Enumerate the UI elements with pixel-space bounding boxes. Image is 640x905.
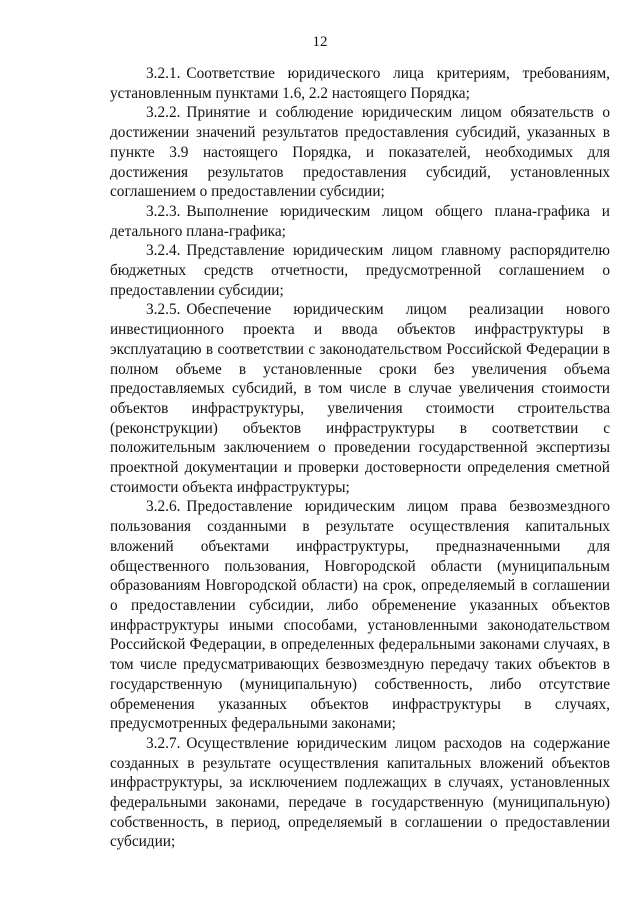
paragraph-text: Осуществление юридическим лицом расходов на содержание созданных в результате осуществления капитальных вложений объектов инфраструктуры, за исключением подлежащих в случаях, установленных федеральными законами, передаче в государственную (муниципальную) собственность, в период, определяемый в соглашении о предоставлении субсидии; bbox=[110, 734, 610, 851]
paragraph-3-2-3 bbox=[110, 202, 610, 241]
paragraph-number: 3.2.3. bbox=[146, 202, 181, 220]
paragraph-text: Принятие и соблюдение юридическим лицом обязательств о достижении значений результатов предоставления субсидий, указанных в пункте 3.9 настоящего Порядка, и показателей, необходимых для достижения результатов предоставления субсидий, установленных соглашением о предоставлении субсидии; bbox=[110, 104, 610, 201]
paragraph-3-2-5 bbox=[110, 300, 610, 497]
paragraph-3-2-6 bbox=[110, 497, 610, 733]
paragraph-text: Соответствие юридического лица критериям, требованиям, установленным пунктами 1.6, 2.2 настоящего Порядка; bbox=[110, 65, 610, 102]
paragraph-number: 3.2.2. bbox=[146, 104, 181, 122]
paragraph-number: 3.2.6. bbox=[146, 498, 181, 516]
paragraph-3-2-4 bbox=[110, 241, 610, 300]
paragraph-3-2-7 bbox=[110, 734, 610, 852]
paragraph-text: Предоставление юридическим лицом права безвозмездного пользования созданными в результате осуществления капитальных вложений объектами инфраструктуры, предназначенными для общественного пользования, Новгородской области (муниципальным образованиям Новгородской области) на срок, определяемый в соглашении о предоставлении субсидии, либо обременение указанных объектов инфраструктуры иными способами, установленными законодательством Российской Федерации, в определенных федеральными законами случаях, в том числе предусматривающих безвозмездную передачу таких объектов в государственную (муниципальную) собственность, либо отсутствие обременения указанных объектов инфраструктуры в случаях, предусмотренных федеральными законами; bbox=[110, 498, 610, 733]
paragraph-3-2-2 bbox=[110, 103, 610, 202]
paragraph-number: 3.2.4. bbox=[146, 242, 181, 260]
paragraph-3-2-1 bbox=[110, 64, 610, 103]
paragraph-text: Представление юридическим лицом главному распорядителю бюджетных средств отчетности, предусмотренной соглашением о предоставлении субсидии; bbox=[110, 242, 610, 299]
paragraph-number: 3.2.5. bbox=[146, 301, 181, 319]
paragraph-number: 3.2.7. bbox=[146, 734, 181, 752]
paragraph-text: Обеспечение юридическим лицом реализации нового инвестиционного проекта и ввода объектов инфраструктуры в эксплуатацию в соответствии с законодательством Российской Федерации в полном объеме в установленные сроки без увеличения объема предоставляемых субсидий, в том числе в случае увеличения стоимости объектов инфраструктуры, увеличения стоимости строительства (реконструкции) объектов инфраструктуры в соответствии с положительным заключением о проведении государственной экспертизы проектной документации и проверки достоверности определения сметной стоимости объекта инфраструктуры; bbox=[110, 301, 610, 496]
paragraph-number: 3.2.1. bbox=[146, 65, 181, 82]
paragraph-text: Выполнение юридическим лицом общего плана-графика и детального плана-графика; bbox=[110, 202, 610, 240]
document-body bbox=[110, 64, 610, 852]
page-number: 12 bbox=[312, 34, 328, 50]
